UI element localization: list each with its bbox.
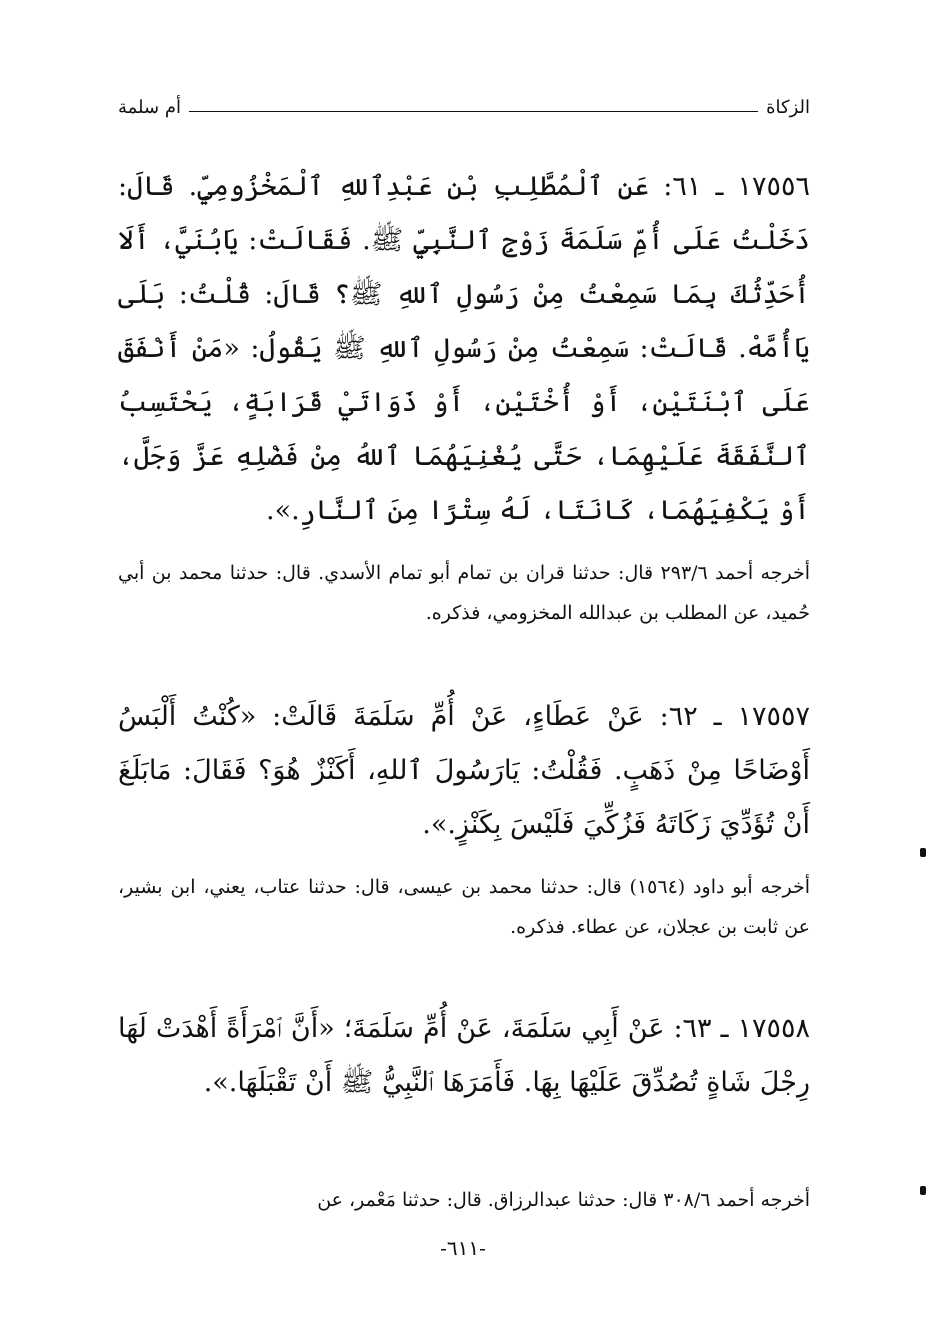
hadith-text: ١٧٥٥٨ ـ ٦٣: عَنْ أَبِي سَلَمَةَ، عَنْ أُمِّ سَلَمَةَ؛ «أَنَّ ٱمْرَأَةً أَهْدَتْ لَهَا رِجْلَ شَاةٍ تُصُدِّقَ عَلَيْهَا بِهَا. فَأَمَرَهَا ٱلنَّبِيُّ ﷺ أَنْ تَقْبَلَهَا.». <box>118 1013 810 1098</box>
hadith-text: ١٧٥٥٧ ـ ٦٢: عَنْ عَطَاءٍ، عَنْ أُمِّ سَلَمَةَ قَالَتْ: «كُنْتُ أَلْبَسُ أَوْضَاحًا مِنْ ذَهَبٍ. فَقُلْتُ: يَارَسُولَ ٱللهِ، أَكَنْزٌ هُوَ؟ فَقَالَ: مَابَلَغَ أَنْ تُؤَدِّيَ زَكَاتَهُ فَزُكِّيَ فَلَيْسَ بِكَنْزٍ.». <box>118 701 810 840</box>
section-title: أم سلمة <box>118 97 181 118</box>
chapter-title: الزكاة <box>766 97 810 118</box>
page-number: -٦١١- <box>440 1236 486 1260</box>
running-header <box>118 88 810 118</box>
margin-mark <box>920 848 926 857</box>
takhrij-note: أخرجه أبو داود (١٥٦٤) قال: حدثنا محمد بن عيسى، قال: حدثنا عتاب، يعني، ابن بشير، عن ثابت بن عجلان، عن عطاء. فذكره. <box>118 876 810 938</box>
hadith-text: ١٧٥٥٦ ـ ٦١: عَنِ ٱلْمُطَّلِبِ بْنِ عَبْدِٱللهِ ٱلْمَخْزُومِيِّ. قَالَ: دَخَلْتُ عَلَى أُمِّ سَلَمَةَ زَوْجِ ٱلنَّبِيِّ ﷺ. فَقَالَتْ: يَابُنَيَّ، أَلَا أُحَدِّثُكَ بِمَا سَمِعْتُ مِنْ رَسُولِ ٱللهِ ﷺ؟ قَالَ: قُلْتُ: بَلَى يَاأُمَّهْ. قَالَتْ: سَمِعْتُ مِنْ رَسُولِ ٱللهِ ﷺ يَقُولُ: «مَنْ أَنْفَقَ عَلَى ٱبْنَتَيْنِ، أَوْ أُخْتَيْنِ، أَوْ ذَوَاتَيْ قَرَابَةٍ، يَحْتَسِبُ ٱلنَّفَقَةَ عَلَيْهِمَا، حَتَّى يُغْنِيَهُمَا ٱللهُ مِنْ فَضْلِهِ عَزَّ وَجَلَّ، أَوْ يَكْفِيَهُمَا، كَانَتَا، لَهُ سِتْرًا مِنَ ٱلنَّارِ.». <box>118 171 811 526</box>
takhrij-note: أخرجه أحمد ٣٠٨/٦ قال: حدثنا عبدالرزاق. قال: حدثنا مَعْمر، عن <box>317 1189 810 1211</box>
header-rule <box>189 111 758 112</box>
margin-mark <box>920 1186 926 1195</box>
takhrij-note: أخرجه أحمد ٢٩٣/٦ قال: حدثنا قران بن تمام أبو تمام الأسدي. قال: حدثنا محمد بن أبي حُميد، عن المطلب بن عبدالله المخزومي، فذكره. <box>118 562 810 624</box>
